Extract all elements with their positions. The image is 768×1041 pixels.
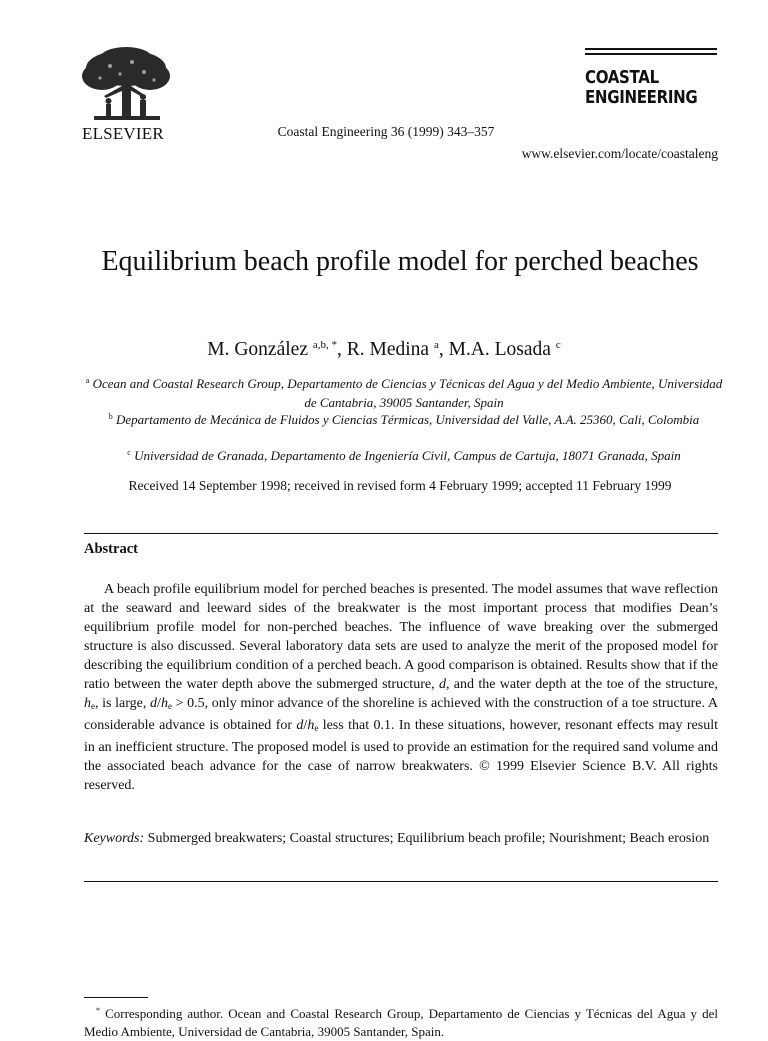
- journal-name-line1: COASTAL: [585, 68, 659, 88]
- affiliation-text: Ocean and Coastal Research Group, Departamento de Ciencias y Técnicas del Agua y del Medio Ambiente, Universidad de Cantabria, 39005 Santander, Spain: [92, 376, 723, 410]
- author-affiliation-mark: c: [555, 339, 561, 351]
- variable-d: d: [150, 696, 158, 711]
- masthead-rule: [585, 48, 717, 50]
- variable-d: d: [438, 677, 446, 692]
- journal-name-line2: ENGINEERING: [585, 88, 698, 108]
- author-name: M. González: [207, 339, 308, 360]
- abstract-text: A beach profile equilibrium model for perched beaches is presented. The model assumes that wave reflection at the seaward and leeward sides of the breakwater is the most important process that modifies Dean’s equilibrium profile model for non-perched beaches. The influence of wave breaking over the submerged structure is also discussed. Several laboratory data sets are used to analyze the merit of the proposed model for describing the equilibrium condition of a perched beach. A good comparison is obtained. Results show that if the ratio between the water depth above the submerged structure,: [84, 582, 718, 692]
- journal-masthead: [585, 48, 717, 108]
- variable-h: h: [307, 718, 315, 733]
- section-divider: [84, 881, 718, 882]
- affiliation-text: Universidad de Granada, Departamento de Ingeniería Civil, Campus de Cartuja, 18071 Granada, Spain: [134, 448, 681, 463]
- author-affiliation-mark: a,b, *: [312, 339, 337, 351]
- footnote: [84, 1002, 718, 1041]
- section-divider: [84, 533, 718, 534]
- journal-name: [585, 68, 699, 108]
- author-affiliation-mark: a: [433, 339, 439, 351]
- author-name: R. Medina: [346, 339, 430, 360]
- affiliation-mark: b: [108, 412, 113, 421]
- subscript-e: e: [91, 701, 95, 711]
- variable-d: d: [296, 718, 304, 733]
- journal-url[interactable]: www.elsevier.com/locate/coastaleng: [521, 146, 718, 161]
- publisher-name: ELSEVIER: [82, 124, 164, 143]
- author-name: M.A. Losada: [448, 339, 551, 360]
- affiliation-mark: c: [127, 448, 131, 457]
- abstract-text: less that 0.1. In these situations, however, resonant effects may result in an inefficient structure. The proposed model is used to provide an estimation for the required sand volume and the associated beach advance for the case of narrow breakwaters. © 1999 Elsevier Science B.V. All rights reserved.: [84, 718, 718, 793]
- abstract-text: > 0.5, only minor advance of the shoreline is achieved with the construction of a toe structure. A considerable advance is obtained for: [84, 696, 718, 733]
- ratio-slash: /: [303, 718, 308, 733]
- affiliation-text: Departamento de Mecánica de Fluidos y Ciencias Térmicas, Universidad del Valle, A.A. 25360, Cali, Colombia: [116, 412, 700, 427]
- affiliation: [84, 408, 724, 430]
- subscript-e: e: [314, 723, 319, 733]
- affiliation: [84, 444, 724, 466]
- affiliation-mark: a: [85, 376, 90, 385]
- footnote-mark: *: [96, 1006, 100, 1015]
- keywords-label: Keywords:: [84, 831, 145, 846]
- received-dates: Received 14 September 1998; received in revised form 4 February 1999; accepted 11 February 1999: [128, 478, 672, 493]
- affiliation: [84, 372, 724, 412]
- masthead-rule: [585, 53, 717, 55]
- abstract-text: , and the water depth at the toe of the structure,: [445, 677, 718, 692]
- variable-h: h: [160, 696, 168, 711]
- author-list: M. González $^{a,b, *}$, R. Medina $^a$, M.A. Losada $^c$: [207, 339, 561, 360]
- abstract-text: , is large,: [95, 696, 151, 711]
- keywords: [84, 829, 718, 848]
- abstract-body: [84, 580, 718, 795]
- keywords-text: Submerged breakwaters; Coastal structures; Equilibrium beach profile; Nourishment; Beach erosion: [147, 831, 710, 846]
- footnote-text: Corresponding author. Ocean and Coastal Research Group, Departamento de Ciencias y Técnicas del Agua y del Medio Ambiente, Universidad de Cantabria, 39005 Santander, Spain.: [84, 1006, 718, 1039]
- ratio-slash: /: [157, 696, 161, 711]
- footnote-rule: [84, 997, 148, 998]
- variable-h: h: [84, 696, 91, 711]
- abstract-heading: Abstract: [84, 541, 138, 557]
- article-title: Equilibrium beach profile model for perched beaches: [101, 246, 699, 277]
- journal-citation: Coastal Engineering 36 (1999) 343–357: [277, 124, 495, 139]
- subscript-e: e: [167, 701, 172, 711]
